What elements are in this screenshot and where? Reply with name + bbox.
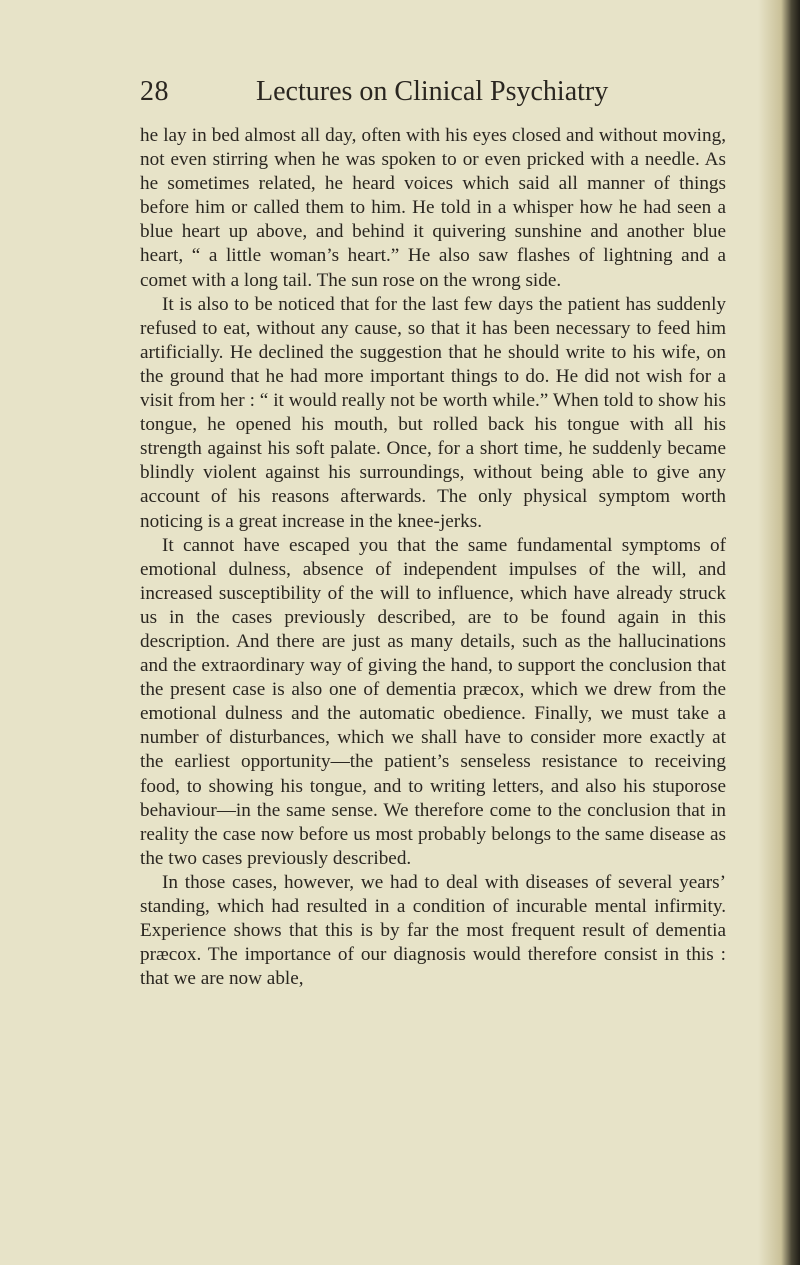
paragraph-2: It is also to be noticed that for the last few days the patient has suddenly refused to eat, without any cause, so that it has been necessary to feed him artificially. He declined the suggestion that he should write to his wife, on the ground that he had more important things to do. He did not wish for a visit from her : “ it would really not be worth while.” When told to show his tongue, he opened his mouth, but rolled back his tongue with all his strength against his soft palate. Once, for a short time, he suddenly became blindly violent against his surroundings, without being able to give any account of his reasons afterwards. The only physical symptom worth noticing is a great increase in the knee-jerks. — [140, 293, 726, 532]
running-head: Lectures on Clinical Psychiatry — [256, 76, 609, 107]
paragraph-4: In those cases, however, we had to deal with diseases of several years’ standing, which had resulted in a condition of incurable mental infirmity. Experience shows that this is by far the most frequent result of dementia præcox. The importance of our diagnosis would therefore consist in this : that we are now able, — [140, 871, 726, 990]
body-text — [140, 124, 726, 991]
page-edge-shadow — [758, 0, 800, 1265]
page-number: 28 — [140, 76, 169, 107]
paragraph-1: he lay in bed almost all day, often with his eyes closed and without moving, not even stirring when he was spoken to or even pricked with a needle. As he sometimes related, he heard voices which said all manner of things before him or called them to him. He told in a whisper how he had seen a blue heart up above, and behind it quivering sunshine and another blue heart, “ a little woman’s heart.” He also saw flashes of lightning and a comet with a long tail. The sun rose on the wrong side. — [140, 125, 726, 291]
paragraph-3: It cannot have escaped you that the same fundamental symptoms of emotional dulness, absence of independent impulses of the will, and increased susceptibility of the will to influence, which have already struck us in the cases previously described, are to be found again in this description. And there are just as many details, such as the hallucinations and the extraordinary way of giving the hand, to support the conclusion that the present case is also one of dementia præcox, which we drew from the emotional dulness and the automatic obedience. Finally, we must take a number of disturbances, which we shall have to consider more exactly at the earliest opportunity—the patient’s senseless resistance to receiving food, to showing his tongue, and to writing letters, and also his stuporose behaviour—in the same sense. We therefore come to the conclusion that in reality the case now before us most probably belongs to the same disease as the two cases previously described. — [140, 534, 726, 869]
page-header — [140, 76, 640, 116]
